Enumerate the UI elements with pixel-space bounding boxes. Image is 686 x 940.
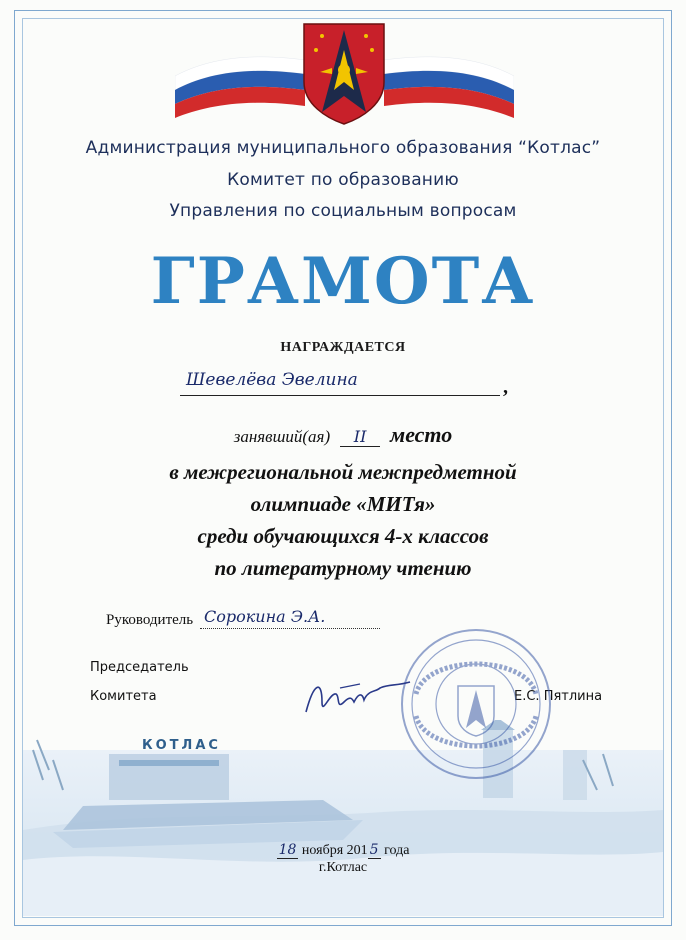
chair-title-line-1: Председатель [90, 660, 189, 675]
signature-icon [300, 672, 420, 722]
chair-title-line-2: Комитета [90, 689, 157, 704]
place-label: занявший(ая) [233, 427, 331, 446]
date-day: 18 [278, 842, 297, 858]
date-year-word: года [384, 843, 410, 858]
issue-city: г.Котлас [318, 860, 368, 875]
description-line-3: среди обучающихся 4-х классов [197, 524, 489, 548]
kotlas-riverside-illustration [23, 720, 663, 916]
date-year-prefix: 201 [346, 843, 368, 858]
boat-sign: КОТЛАС [142, 738, 221, 753]
awarded-label: НАГРАЖДАЕТСЯ [280, 340, 406, 355]
right-flag-icon [384, 46, 514, 118]
place-row [0, 422, 686, 448]
description-line-1: в межрегиональной межпредметной [169, 460, 517, 484]
date-year-suffix: 5 [369, 842, 379, 858]
issue-date [0, 842, 686, 859]
header-line-3: Управления по социальным вопросам [169, 201, 517, 221]
certificate-title: ГРАМОТА [150, 244, 536, 319]
place-word: место [390, 422, 453, 447]
header-line-2: Комитет по образованию [227, 170, 459, 190]
recipient-comma: , [503, 376, 508, 398]
date-month: ноября [301, 843, 344, 858]
leader-name: Сорокина Э.А. [204, 607, 326, 626]
description-line-2: олимпиаде «МИТя» [250, 492, 436, 516]
leader-underline [200, 628, 380, 629]
header-line-1: Администрация муниципального образования “Котлас” [85, 138, 601, 158]
coat-of-arms-icon [300, 20, 388, 126]
left-flag-icon [175, 46, 305, 118]
chair-name: Е.С. Пятлина [514, 689, 603, 704]
official-stamp-icon [396, 624, 556, 784]
description-line-4: по литературному чтению [214, 556, 472, 580]
place-value: II [340, 427, 380, 447]
recipient-name: Шевелёва Эвелина [186, 370, 358, 390]
leader-label: Руководитель [106, 612, 194, 628]
